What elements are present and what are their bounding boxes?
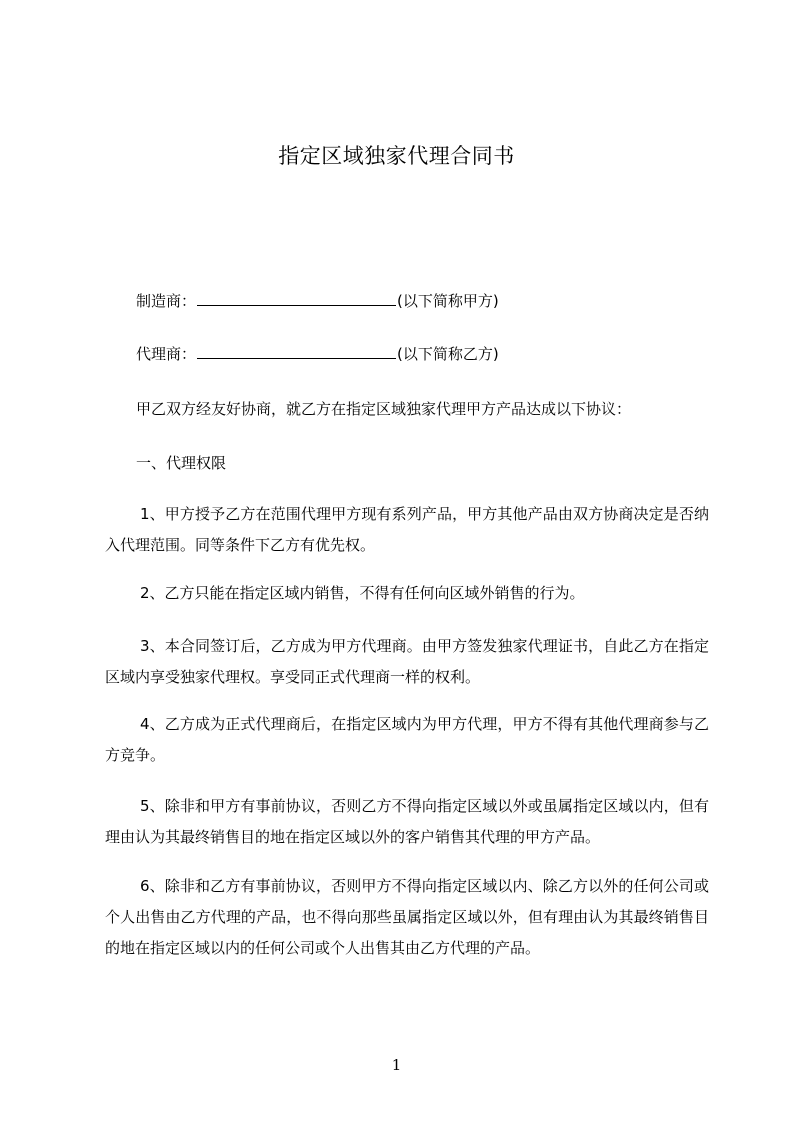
- intro-paragraph: 甲乙双方经友好协商，就乙方在指定区域独家代理甲方产品达成以下协议：: [136, 400, 632, 418]
- clause-4: 4、乙方成为正式代理商后，在指定区域内为甲方代理，甲方不得有其他代理商参与乙方竞争。: [105, 715, 709, 764]
- clause-1: 1、甲方授予乙方在范围代理甲方现有系列产品，甲方其他产品由双方协商决定是否纳入代理范围。同等条件下乙方有优先权。: [105, 505, 709, 554]
- document-title: 指定区域独家代理合同书: [278, 144, 515, 168]
- agent-line: [136, 344, 499, 364]
- manufacturer-label: 制造商：: [136, 292, 197, 310]
- manufacturer-suffix: (以下简称甲方): [397, 292, 499, 310]
- clause-3: 3、本合同签订后，乙方成为甲方代理商。由甲方签发独家代理证书，自此乙方在指定区域内享受独家代理权。享受同正式代理商一样的权利。: [105, 637, 709, 686]
- clause-5: 5、除非和甲方有事前协议，否则乙方不得向指定区域以外或虽属指定区域以内，但有理由认为其最终销售目的地在指定区域以外的客户销售其代理的甲方产品。: [105, 797, 709, 846]
- agent-blank: [197, 344, 396, 359]
- section-heading: 一、代理权限: [136, 454, 227, 472]
- page-number: 1: [391, 1056, 402, 1074]
- agent-label: 代理商：: [136, 345, 197, 363]
- manufacturer-blank: [197, 291, 396, 306]
- clause-2: 2、乙方只能在指定区域内销售，不得有任何向区域外销售的行为。: [140, 584, 585, 602]
- manufacturer-line: [136, 291, 499, 311]
- clause-6: 6、除非和乙方有事前协议，否则甲方不得向指定区域以内、除乙方以外的任何公司或个人出售由乙方代理的产品，也不得向那些虽属指定区域以外，但有理由认为其最终销售目的地在指定区域以内的任何公司或个人出售其由乙方代理的产品。: [105, 877, 709, 957]
- agent-suffix: (以下简称乙方): [397, 345, 499, 363]
